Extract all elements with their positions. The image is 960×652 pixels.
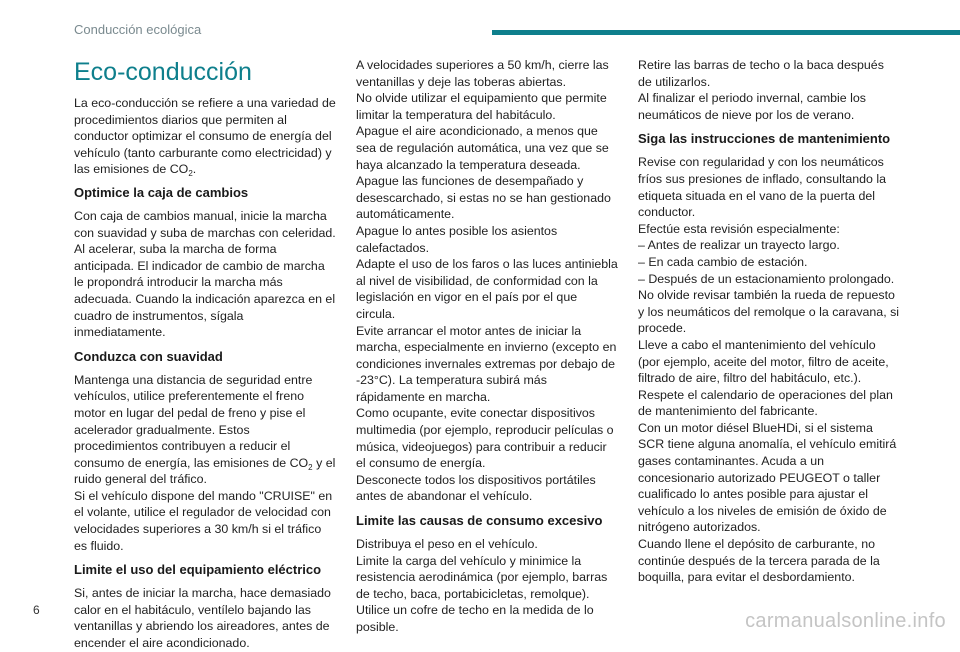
heading-maintenance: Siga las instrucciones de mantenimiento — [638, 131, 891, 147]
heading-excess-consumption: Limite las causas de consumo excesivo — [356, 513, 603, 529]
paragraph: Distribuya el peso en el vehículo. — [356, 537, 538, 552]
paragraph: Apague las funciones de desempañado y desescarchado, si estas no se han gestionado automáticamente. — [356, 174, 611, 222]
paragraph: Con un motor diésel BlueHDi, si el sistema SCR tiene alguna anomalía, el vehículo emitirá gases contaminantes. Acuda a un concesionario autorizado PEUGEOT o taller cualificado lo antes posible para ajustar el vehículo a los niveles de emisión de óxido de nitrógeno autorizados. — [638, 420, 897, 535]
paragraph: A velocidades superiores a 50 km/h, cierre las ventanillas y deje las toberas abiertas. — [356, 58, 609, 89]
paragraph-cruise: Si el vehículo dispone del mando "CRUISE" en el volante, utilice el regulador de velocidad con velocidades superiores a 30 km/h si el tráfico es fluido. — [74, 488, 333, 553]
list-item: – Después de un estacionamiento prolongado. — [638, 271, 895, 286]
column-1 — [74, 57, 336, 652]
column-2 — [356, 57, 618, 636]
paragraph: Adapte el uso de los faros o las luces antiniebla al nivel de visibilidad, de conformidad con la legislación en vigor en el país por el que circula. — [356, 257, 618, 321]
watermark: carmanualsonline.info — [745, 610, 946, 632]
paragraph: No olvide utilizar el equipamiento que permite limitar la temperatura del habitáculo. — [356, 91, 607, 122]
paragraph: Apague el aire acondicionado, a menos que sea de regulación automática, una vez que se haya alcanzado la temperatura deseada. — [356, 124, 609, 172]
list-item: – Antes de realizar un trayecto largo. — [638, 238, 840, 253]
paragraph-electric-equipment: Si, antes de iniciar la marcha, hace demasiado calor en el habitáculo, ventílelo bajando las ventanillas y abriendo los aireadores, antes de encender el aire acondicionado. — [74, 586, 331, 651]
paragraph: Como ocupante, evite conectar dispositivos multimedia (por ejemplo, reproducir películas o música, videojuegos) para contribuir a reducir el consumo de energía. — [356, 406, 614, 471]
paragraph: No olvide revisar también la rueda de repuesto y los neumáticos del remolque o la caravana, si procede. — [638, 288, 900, 336]
intro-paragraph: La eco-conducción se refiere a una variedad de procedimientos diarios que permiten al conductor optimizar el consumo de energía del vehículo (tanto carburante como electricidad) y las emisiones de $CO_2$. — [74, 96, 336, 179]
paragraph: Limite la carga del vehículo y minimice la resistencia aerodinámica (por ejemplo, barras de techo, baca, portabicicletas, remolque). Utilice un cofre de techo en la medida de lo posible. — [356, 553, 608, 634]
page-title: Eco-conducción — [74, 58, 252, 86]
heading-gearbox: Optimice la caja de cambios — [74, 184, 249, 200]
section-header-title: Conducción ecológica — [74, 22, 202, 37]
paragraph: Desconecte todos los dispositivos portátiles antes de abandonar el vehículo. — [356, 472, 596, 504]
paragraph-gearbox: Con caja de cambios manual, inicie la marcha con suavidad y suba de marchas con celeridad. Al acelerar, suba la marcha de forma anticipada. El indicador de cambio de marcha le propondrá introducir la marcha más adecuada. Cuando la indicación aparezca en el cuadro de instrumentos, sígala inmediatamente. — [74, 208, 336, 340]
paragraph: Revise con regularidad y con los neumáticos fríos sus presiones de inflado, consultando la etiqueta situada en el vano de la puerta del conductor. — [638, 155, 886, 220]
paragraph: Cuando llene el depósito de carburante, no continúe después de la tercera parada de la boquilla, para evitar el desbordamiento. — [638, 537, 880, 585]
list-item: – En cada cambio de estación. — [638, 254, 808, 269]
header-accent-bar — [492, 30, 960, 35]
paragraph: Apague lo antes posible los asientos calefactados. — [356, 223, 558, 255]
column-3 — [638, 57, 900, 586]
paragraph: Lleve a cabo el mantenimiento del vehículo (por ejemplo, aceite del motor, filtro de aceite, filtrado de aire, filtro del habitáculo, etc.). Respete el calendario de operaciones del plan de mantenimiento del fabricante. — [638, 337, 893, 419]
paragraph: Al finalizar el periodo invernal, cambie los neumáticos de nieve por los de verano. — [638, 91, 866, 122]
heading-smooth-driving: Conduzca con suavidad — [74, 348, 223, 364]
paragraph-smooth-driving: Mantenga una distancia de seguridad entre vehículos, utilice preferentemente el freno motor en lugar del pedal de freno y pise el acelerador gradualmente. Estos procedimientos contribuyen a reducir el consumo de energía, las emisiones de $CO_2$ y el ruido general del tráfico. — [74, 372, 336, 487]
paragraph: Efectúe esta revisión especialmente: — [638, 221, 840, 236]
page-number: 6 — [33, 603, 40, 617]
paragraph: Evite arrancar el motor antes de iniciar la marcha, especialmente en invierno (excepto en condiciones invernales extremas por debajo de -23°C). La temperatura subirá más rápidamente en marcha. — [356, 323, 617, 404]
paragraph: Retire las barras de techo o la baca después de utilizarlos. — [638, 58, 884, 89]
heading-electric-equipment: Limite el uso del equipamiento eléctrico — [74, 562, 322, 578]
